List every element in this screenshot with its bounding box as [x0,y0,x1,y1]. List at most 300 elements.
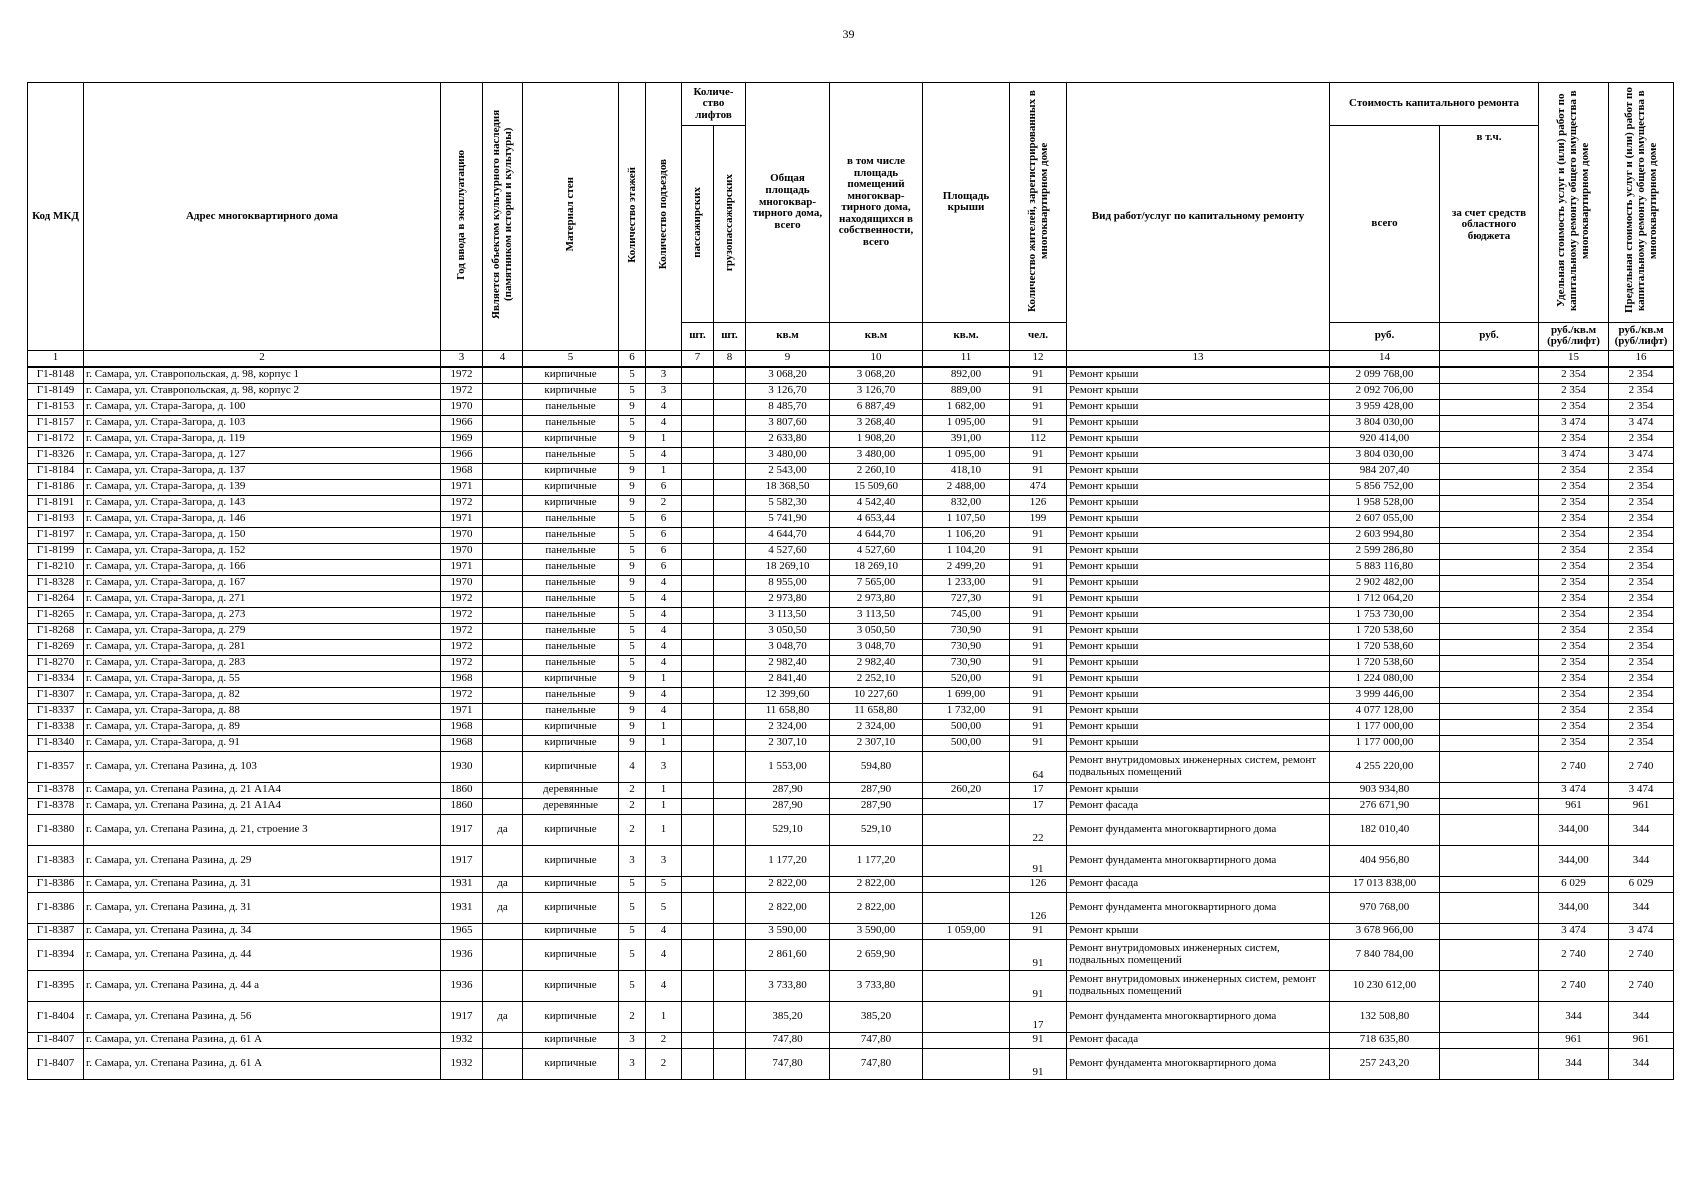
cell-lp [682,671,714,687]
cell-mc: 3 474 [1609,923,1674,939]
cell-uc: 2 354 [1539,639,1609,655]
cell-her [483,367,523,384]
cell-ra [923,876,1010,892]
cell-res: 91 [1010,415,1067,431]
cell-ra [923,798,1010,814]
cell-en: 3 [646,751,682,782]
cell-oa: 4 644,70 [830,527,923,543]
unit-sqm-2: кв.м [830,322,923,350]
cell-en: 6 [646,511,682,527]
cell-en: 4 [646,415,682,431]
cell-lp [682,939,714,970]
cell-res: 91 [1010,655,1067,671]
cell-res: 91 [1010,463,1067,479]
cell-en: 2 [646,1048,682,1079]
cell-en: 1 [646,1001,682,1032]
cell-code: Г1-8153 [28,399,84,415]
column-number [646,350,682,367]
cell-oa: 18 269,10 [830,559,923,575]
cell-lf [714,399,746,415]
cell-addr: г. Самара, ул. Стара-Загора, д. 103 [84,415,441,431]
cell-oa: 2 260,10 [830,463,923,479]
cell-res: 126 [1010,876,1067,892]
cell-en: 4 [646,447,682,463]
cell-res: 91 [1010,735,1067,751]
cell-ra: 832,00 [923,495,1010,511]
table-row [28,511,1674,527]
cell-addr: г. Самара, ул. Стара-Загора, д. 152 [84,543,441,559]
cell-her [483,782,523,798]
cell-lf [714,814,746,845]
column-number: 7 [682,350,714,367]
cell-ra: 892,00 [923,367,1010,384]
cell-mat: кирпичные [523,463,619,479]
cell-ra: 260,20 [923,782,1010,798]
unit-people: чел. [1010,322,1067,350]
cell-work: Ремонт крыши [1067,447,1330,463]
cell-her [483,687,523,703]
cell-uc: 2 354 [1539,687,1609,703]
cell-year: 1930 [441,751,483,782]
cell-cost: 276 671,90 [1330,798,1440,814]
column-number-row [28,350,1674,367]
cell-lp [682,463,714,479]
cell-mat: кирпичные [523,876,619,892]
cell-ta: 5 741,90 [746,511,830,527]
cell-mc: 2 354 [1609,367,1674,384]
cell-res: 91 [1010,559,1067,575]
header-floors: Количество этажей [625,166,638,263]
cell-her [483,798,523,814]
cell-res: 91 [1010,607,1067,623]
cell-fl: 5 [619,892,646,923]
cell-ra: 391,00 [923,431,1010,447]
cell-lp [682,814,714,845]
cell-cost: 4 077 128,00 [1330,703,1440,719]
cell-addr: г. Самара, ул. Стара-Загора, д. 143 [84,495,441,511]
cell-res: 91 [1010,939,1067,970]
cell-cost: 5 883 116,80 [1330,559,1440,575]
header-total-area: Общая площадь многоквар- тирного дома, всего [746,83,830,323]
cell-addr: г. Самара, ул. Ставропольская, д. 98, корпус 2 [84,383,441,399]
cell-oa: 1 908,20 [830,431,923,447]
cell-year: 1972 [441,607,483,623]
cell-reg [1440,623,1539,639]
cell-work: Ремонт фасада [1067,1032,1330,1048]
cell-her [483,511,523,527]
cell-ra [923,751,1010,782]
cell-uc: 344,00 [1539,892,1609,923]
table-row [28,782,1674,798]
cell-reg [1440,575,1539,591]
cell-work: Ремонт крыши [1067,735,1330,751]
table-row [28,939,1674,970]
cell-lp [682,970,714,1001]
cell-uc: 2 740 [1539,970,1609,1001]
cell-mc: 2 354 [1609,639,1674,655]
cell-her [483,543,523,559]
cell-ra: 1 106,20 [923,527,1010,543]
table-row [28,367,1674,384]
cell-addr: г. Самара, ул. Стара-Загора, д. 88 [84,703,441,719]
cell-ta: 2 822,00 [746,892,830,923]
cell-year: 1972 [441,495,483,511]
cell-code: Г1-8386 [28,876,84,892]
cell-mc: 2 354 [1609,703,1674,719]
cell-mc: 2 354 [1609,687,1674,703]
cell-fl: 9 [619,719,646,735]
cell-lf [714,511,746,527]
cell-oa: 2 307,10 [830,735,923,751]
cell-res: 91 [1010,623,1067,639]
column-number: 15 [1539,350,1609,367]
cell-code: Г1-8149 [28,383,84,399]
cell-lp [682,798,714,814]
cell-ra: 1 699,00 [923,687,1010,703]
table-row [28,415,1674,431]
table-row [28,495,1674,511]
cell-oa: 11 658,80 [830,703,923,719]
table-row [28,1048,1674,1079]
cell-oa: 4 653,44 [830,511,923,527]
cell-cost: 2 902 482,00 [1330,575,1440,591]
cell-her [483,719,523,735]
cell-mat: кирпичные [523,1048,619,1079]
cell-en: 4 [646,639,682,655]
cell-mat: панельные [523,447,619,463]
cell-fl: 2 [619,798,646,814]
cell-addr: г. Самара, ул. Степана Разина, д. 44 [84,939,441,970]
cell-lf [714,415,746,431]
cell-addr: г. Самара, ул. Стара-Загора, д. 166 [84,559,441,575]
cell-lf [714,970,746,1001]
cell-ra: 2 488,00 [923,479,1010,495]
cell-year: 1972 [441,639,483,655]
cell-uc: 2 354 [1539,463,1609,479]
cell-mc: 2 354 [1609,463,1674,479]
cell-ra: 1 233,00 [923,575,1010,591]
cell-year: 1972 [441,687,483,703]
cell-uc: 2 354 [1539,511,1609,527]
cell-year: 1931 [441,892,483,923]
cell-her [483,970,523,1001]
cell-addr: г. Самара, ул. Стара-Загора, д. 89 [84,719,441,735]
cell-en: 3 [646,383,682,399]
cell-uc: 344 [1539,1001,1609,1032]
cell-work: Ремонт крыши [1067,671,1330,687]
cell-lp [682,687,714,703]
cell-cost: 17 013 838,00 [1330,876,1440,892]
cell-mc: 2 354 [1609,479,1674,495]
cell-lf [714,671,746,687]
cell-mat: панельные [523,559,619,575]
cell-reg [1440,814,1539,845]
cell-res: 22 [1010,814,1067,845]
cell-mc: 2 354 [1609,719,1674,735]
cell-lp [682,607,714,623]
cell-her [483,399,523,415]
table-row [28,735,1674,751]
cell-res: 126 [1010,892,1067,923]
cell-uc: 2 354 [1539,655,1609,671]
cell-year: 1968 [441,719,483,735]
cell-ta: 3 126,70 [746,383,830,399]
cell-reg [1440,447,1539,463]
cell-res: 91 [1010,399,1067,415]
cell-her [483,923,523,939]
cell-fl: 5 [619,447,646,463]
cell-en: 5 [646,892,682,923]
cell-code: Г1-8378 [28,782,84,798]
cell-addr: г. Самара, ул. Стара-Загора, д. 139 [84,479,441,495]
cell-mat: кирпичные [523,671,619,687]
cell-mat: деревянные [523,782,619,798]
cell-addr: г. Самара, ул. Стара-Загора, д. 283 [84,655,441,671]
column-number: 5 [523,350,619,367]
cell-ra: 1 682,00 [923,399,1010,415]
cell-reg [1440,1001,1539,1032]
cell-cost: 903 934,80 [1330,782,1440,798]
header-cost-total: всего [1330,126,1440,322]
cell-lf [714,1001,746,1032]
cell-her [483,415,523,431]
unit-rub-2: руб. [1440,322,1539,350]
cell-cost: 970 768,00 [1330,892,1440,923]
cell-year: 1970 [441,399,483,415]
cell-code: Г1-8340 [28,735,84,751]
cell-reg [1440,703,1539,719]
cell-lp [682,1032,714,1048]
cell-year: 1917 [441,1001,483,1032]
cell-oa: 2 252,10 [830,671,923,687]
cell-work: Ремонт крыши [1067,431,1330,447]
cell-reg [1440,655,1539,671]
cell-reg [1440,892,1539,923]
cell-ta: 11 658,80 [746,703,830,719]
cell-her [483,527,523,543]
cell-mat: кирпичные [523,751,619,782]
cell-ta: 18 368,50 [746,479,830,495]
cell-year: 1932 [441,1032,483,1048]
unit-pcs-2: шт. [714,322,746,350]
cell-code: Г1-8326 [28,447,84,463]
cell-addr: г. Самара, ул. Степана Разина, д. 31 [84,892,441,923]
cell-work: Ремонт фундамента многоквартирного дома [1067,845,1330,876]
cell-year: 1965 [441,923,483,939]
header-lifts-pass: пассажирских [691,186,704,258]
cell-mc: 344 [1609,1048,1674,1079]
cell-her [483,607,523,623]
cell-cost: 1 177 000,00 [1330,719,1440,735]
cell-year: 1931 [441,876,483,892]
cell-cost: 132 508,80 [1330,1001,1440,1032]
cell-work: Ремонт крыши [1067,623,1330,639]
cell-year: 1968 [441,735,483,751]
cell-cost: 1 720 538,60 [1330,655,1440,671]
cell-work: Ремонт крыши [1067,399,1330,415]
column-number: 4 [483,350,523,367]
cell-fl: 9 [619,575,646,591]
cell-oa: 594,80 [830,751,923,782]
header-lifts: Количе- ство лифтов [682,83,746,126]
header-year: Год ввода в эксплуатацию [455,149,468,280]
cell-mc: 2 354 [1609,607,1674,623]
cell-ra: 418,10 [923,463,1010,479]
cell-year: 1970 [441,543,483,559]
cell-ta: 287,90 [746,782,830,798]
cell-cost: 1 753 730,00 [1330,607,1440,623]
cell-code: Г1-8269 [28,639,84,655]
unit-sqm-3: кв.м. [923,322,1010,350]
cell-fl: 4 [619,751,646,782]
cell-addr: г. Самара, ул. Стара-Загора, д. 150 [84,527,441,543]
cell-mat: кирпичные [523,367,619,384]
cell-lf [714,845,746,876]
cell-ta: 529,10 [746,814,830,845]
cell-reg [1440,431,1539,447]
cell-cost: 3 999 446,00 [1330,687,1440,703]
cell-ra [923,1048,1010,1079]
cell-lp [682,415,714,431]
cell-en: 3 [646,845,682,876]
cell-lf [714,495,746,511]
header-lifts-freight: грузопассажирских [723,173,736,271]
cell-addr: г. Самара, ул. Стара-Загора, д. 281 [84,639,441,655]
cell-ta: 747,80 [746,1048,830,1079]
cell-fl: 5 [619,543,646,559]
cell-ra: 1 095,00 [923,447,1010,463]
cell-res: 91 [1010,383,1067,399]
cell-lp [682,923,714,939]
cell-fl: 2 [619,782,646,798]
cell-ra: 730,90 [923,655,1010,671]
cell-work: Ремонт крыши [1067,383,1330,399]
cell-addr: г. Самара, ул. Стара-Загора, д. 271 [84,591,441,607]
cell-lp [682,367,714,384]
cell-work: Ремонт крыши [1067,543,1330,559]
cell-lf [714,892,746,923]
cell-lp [682,735,714,751]
cell-uc: 2 354 [1539,383,1609,399]
cell-uc: 2 354 [1539,575,1609,591]
unit-sqm-1: кв.м [746,322,830,350]
cell-year: 1972 [441,383,483,399]
cell-her: да [483,892,523,923]
cell-oa: 3 048,70 [830,639,923,655]
cell-cost: 404 956,80 [1330,845,1440,876]
cell-mc: 2 354 [1609,671,1674,687]
table-row [28,431,1674,447]
cell-en: 6 [646,479,682,495]
header-unit-cost: Удельная стоимость услуг и (или) работ по капитальному ремонту общего имущества в многоквартирном доме [1555,90,1592,311]
cell-mat: панельные [523,703,619,719]
cell-addr: г. Самара, ул. Степана Разина, д. 44 а [84,970,441,1001]
cell-lp [682,591,714,607]
cell-lf [714,876,746,892]
cell-addr: г. Самара, ул. Стара-Загора, д. 82 [84,687,441,703]
table-row [28,923,1674,939]
cell-ta: 2 324,00 [746,719,830,735]
cell-year: 1917 [441,845,483,876]
cell-ra [923,892,1010,923]
cell-code: Г1-8268 [28,623,84,639]
cell-lp [682,527,714,543]
cell-ta: 287,90 [746,798,830,814]
cell-en: 4 [646,575,682,591]
cell-res: 474 [1010,479,1067,495]
cell-oa: 3 113,50 [830,607,923,623]
cell-her [483,431,523,447]
cell-lf [714,575,746,591]
cell-reg [1440,463,1539,479]
cell-mc: 2 740 [1609,970,1674,1001]
cell-fl: 5 [619,639,646,655]
cell-her [483,495,523,511]
cell-code: Г1-8407 [28,1048,84,1079]
cell-code: Г1-8193 [28,511,84,527]
cell-oa: 4 542,40 [830,495,923,511]
table-row [28,543,1674,559]
table-row [28,970,1674,1001]
cell-oa: 2 324,00 [830,719,923,735]
table-row [28,876,1674,892]
cell-fl: 9 [619,399,646,415]
cell-addr: г. Самара, ул. Степана Разина, д. 21 А1А4 [84,798,441,814]
cell-reg [1440,939,1539,970]
cell-en: 1 [646,735,682,751]
cell-oa: 3 480,00 [830,447,923,463]
cell-ta: 8 955,00 [746,575,830,591]
cell-mc: 2 354 [1609,431,1674,447]
cell-code: Г1-8197 [28,527,84,543]
cell-res: 17 [1010,1001,1067,1032]
cell-ra [923,845,1010,876]
cell-her [483,623,523,639]
cell-reg [1440,782,1539,798]
cell-work: Ремонт внутридомовых инженерных систем, подвальных помещений [1067,939,1330,970]
cell-lf [714,431,746,447]
cell-cost: 1 720 538,60 [1330,623,1440,639]
cell-lf [714,687,746,703]
cell-work: Ремонт крыши [1067,719,1330,735]
unit-rub-sqm-2: руб./кв.м (руб/лифт) [1609,322,1674,350]
cell-mat: кирпичные [523,479,619,495]
cell-lf [714,751,746,782]
cell-lf [714,623,746,639]
cell-ra: 745,00 [923,607,1010,623]
cell-oa: 3 733,80 [830,970,923,1001]
cell-cost: 2 599 286,80 [1330,543,1440,559]
cell-mc: 961 [1609,798,1674,814]
cell-lp [682,399,714,415]
cell-fl: 5 [619,876,646,892]
cell-mc: 2 354 [1609,511,1674,527]
table-row [28,687,1674,703]
cell-en: 5 [646,876,682,892]
table-row [28,463,1674,479]
cell-en: 4 [646,623,682,639]
cell-mc: 2 354 [1609,623,1674,639]
table-body [28,367,1674,1080]
cell-year: 1968 [441,671,483,687]
cell-ra: 500,00 [923,735,1010,751]
cell-her: да [483,1001,523,1032]
cell-ra [923,1032,1010,1048]
cell-mc: 2 354 [1609,399,1674,415]
cell-mat: кирпичные [523,719,619,735]
cell-lp [682,479,714,495]
cell-lp [682,703,714,719]
